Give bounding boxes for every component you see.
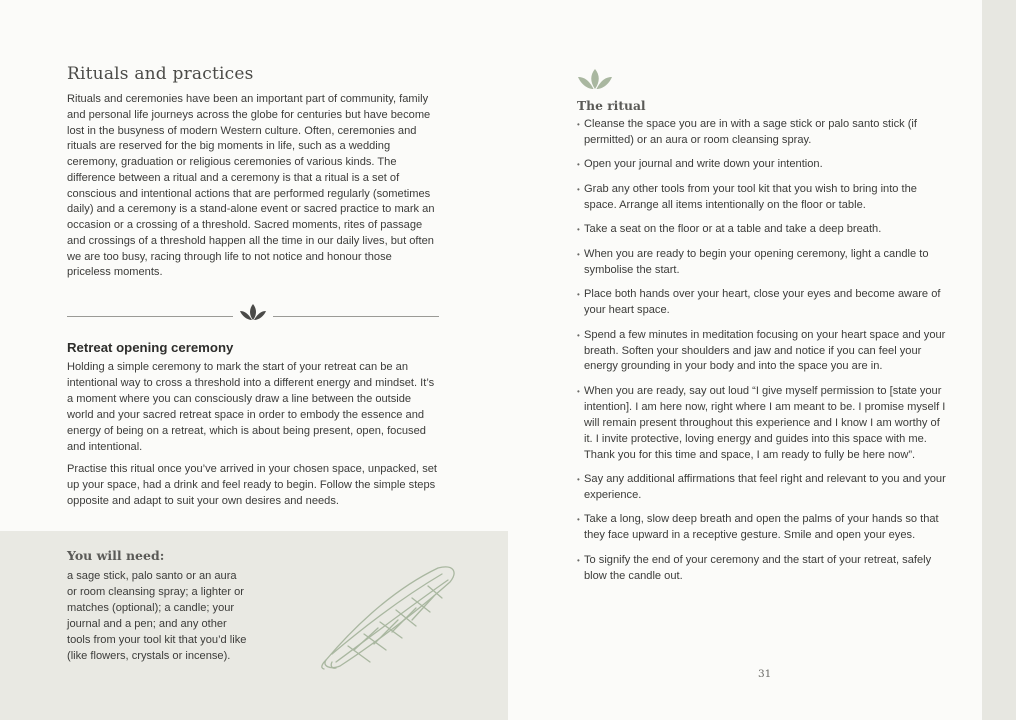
ritual-steps-list [577, 117, 949, 593]
ritual-step-text: To signify the end of your ceremony and the start of your retreat, safely blow the candle out. [584, 553, 932, 582]
sage-bundle-icon [318, 562, 460, 670]
bullet-icon: • [577, 555, 580, 565]
page-edge-strip [982, 0, 1016, 720]
ritual-step-text: Place both hands over your heart, close your eyes and become aware of your heart space. [584, 288, 941, 317]
divider-rule-right [273, 316, 439, 317]
bullet-icon: • [577, 290, 580, 300]
bullet-icon: • [577, 386, 580, 396]
ritual-step [577, 553, 949, 585]
bullet-icon: • [577, 225, 580, 235]
ceremony-paragraph: Practise this ritual once you’ve arrived in your chosen space, unpacked, set up your space, had a drink and feel ready to begin. Follow the simple steps opposite and adapt to suit your own desires and needs. [67, 463, 437, 508]
ritual-step [577, 182, 949, 214]
ritual-step-text: Cleanse the space you are in with a sage stick or palo santo stick (if permitted) or an aura or room cleansing spray. [584, 118, 917, 146]
ritual-step [577, 157, 949, 173]
you-will-need-text: a sage stick, palo santo or an aura or room cleansing spray; a lighter or matches (optional); a candle; your journal and a pen; and any other tools from your tool kit that you’d like (like flowers, crystals or incense). [67, 570, 247, 662]
ritual-step-text: Take a long, slow deep breath and open the palms of your hands so that they face upward in a receptive gesture. Smile and open your eyes. [584, 513, 939, 542]
ritual-step [577, 117, 949, 149]
intro-paragraph: Rituals and ceremonies have been an important part of community, family and personal life journeys across the globe for centuries but have become lost in the busyness of modern Western culture. Often, ceremonies and rituals are reserved for the big moments in life, such as a wedding ceremony, graduation or religious ceremonies of various kinds. The difference between a ritual and a ceremony is that a ritual is a set of conscious and intentional actions that are performed regularly (sometimes daily) and a ceremony is a stand-alone event or sacred practice to mark an occasion or a crossing of a threshold. Sacred moments, rites of passage and crossings of a threshold happen all the time in our daily lives, but often we are too busy, racing through life to not notice and honour those priceless moments. [67, 93, 435, 279]
ritual-step [577, 472, 949, 504]
ceremony-body [67, 360, 437, 517]
bullet-icon: • [577, 249, 580, 259]
bullet-icon: • [577, 515, 580, 525]
ceremony-heading: Retreat opening ceremony [67, 340, 234, 355]
section-heading: Rituals and practices [67, 64, 254, 84]
bullet-icon: • [577, 184, 580, 194]
ritual-step [577, 328, 949, 376]
ritual-step [577, 384, 949, 464]
ritual-step-text: When you are ready, say out loud “I give myself permission to [state your intention]. I am here now, right where I am meant to be. I promise myself I will remain present throughout this experience and I know I am worthy of it. I invite protective, loving energy and guides into this space with me. Thank you for this time and space, I am ready to fully be here now”. [584, 384, 946, 461]
ritual-step-text: Say any additional affirmations that feel right and relevant to you and your experience. [584, 473, 946, 501]
section-divider [67, 303, 439, 323]
lotus-icon [577, 68, 613, 90]
ritual-heading: The ritual [577, 98, 646, 113]
bullet-icon: • [577, 475, 580, 485]
page-number: 31 [758, 668, 772, 680]
ritual-step [577, 222, 949, 238]
ritual-step [577, 287, 949, 319]
bullet-icon: • [577, 330, 580, 340]
you-will-need-heading: You will need: [67, 548, 165, 563]
divider-rule-left [67, 316, 233, 317]
ritual-step-text: Spend a few minutes in meditation focusing on your heart space and your breath. Soften your shoulders and jaw and notice if you can feel your energy grounding in your body and into the space you are in. [584, 328, 946, 373]
ritual-step-text: Take a seat on the floor or at a table and take a deep breath. [584, 223, 882, 236]
bullet-icon: • [577, 120, 580, 129]
ritual-step [577, 512, 949, 544]
bullet-icon: • [577, 160, 580, 170]
ritual-step-text: Grab any other tools from your tool kit that you wish to bring into the space. Arrange all items intentionally on the floor or table. [584, 182, 917, 211]
ritual-step [577, 247, 949, 279]
ritual-step-text: Open your journal and write down your intention. [584, 158, 823, 171]
ceremony-paragraph: Holding a simple ceremony to mark the start of your retreat can be an intentional way to cross a threshold into a different energy and mindset. It’s a moment where you can consciously draw a line between the outside world and your sacred retreat space in order to embody the essence and energy of being on a retreat, which is about being present, open, focused and intentional. [67, 361, 435, 453]
ritual-step-text: When you are ready to begin your opening ceremony, light a candle to symbolise the start. [584, 247, 929, 276]
lotus-icon [239, 303, 267, 321]
